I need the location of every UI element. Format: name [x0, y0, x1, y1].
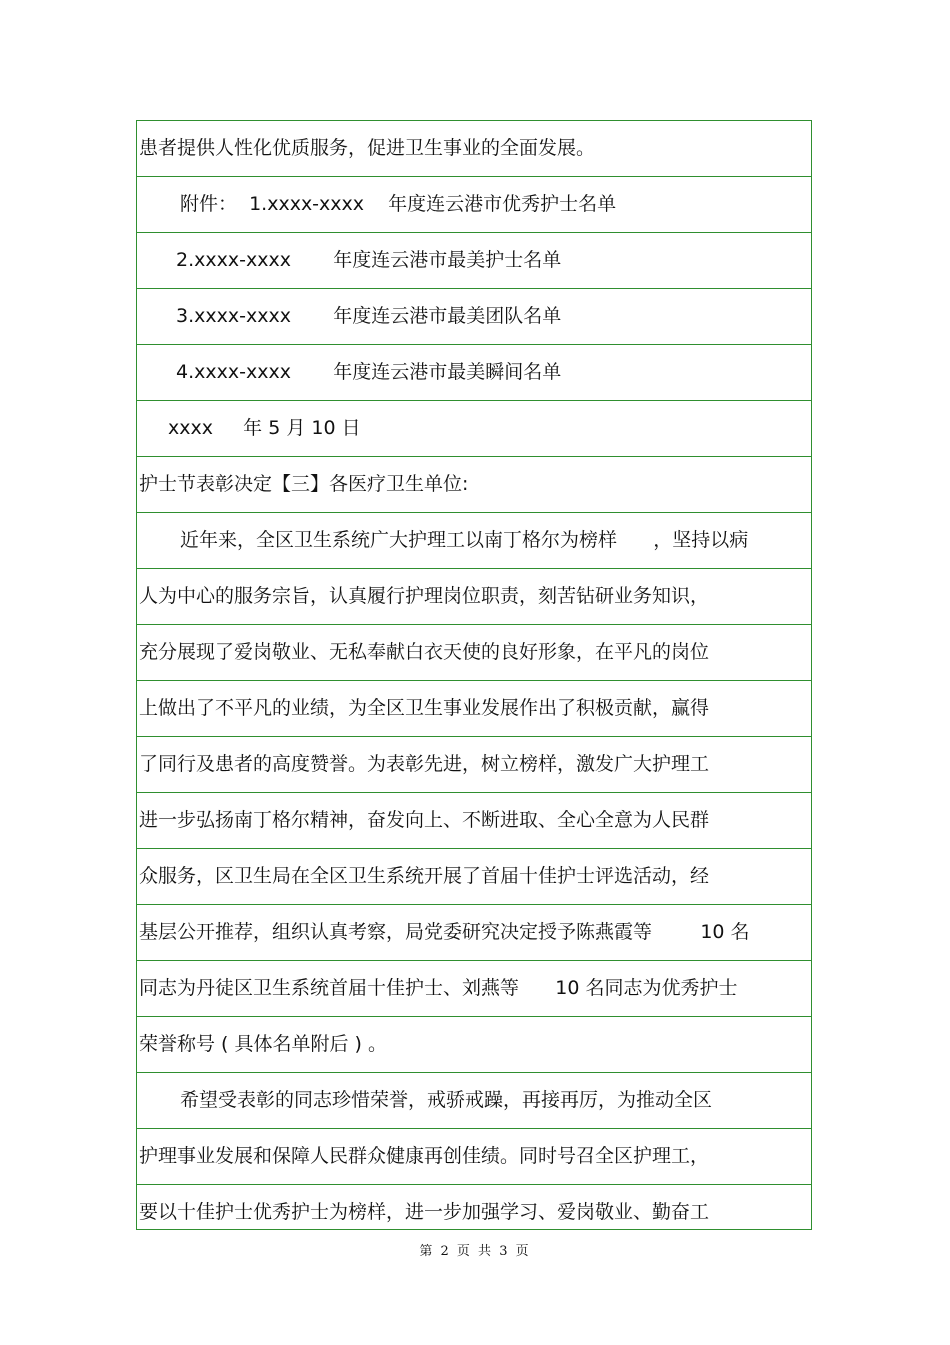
date-line: xxxx 年 5 月 10 日: [168, 417, 361, 439]
date-row: [137, 401, 811, 457]
attachment-row: [137, 345, 811, 401]
text-line: 附件： 1.xxxx-xxxx 年度连云港市优秀护士名单: [180, 193, 617, 215]
text-row: [137, 737, 811, 793]
text-line: 护理事业发展和保障人民群众健康再创佳绩。同时号召全区护理工，: [139, 1145, 710, 1167]
text-row: [137, 1129, 811, 1185]
text-row: [137, 1073, 811, 1129]
text-line: 患者提供人性化优质服务，促进卫生事业的全面发展。: [139, 137, 596, 159]
text-row: [137, 625, 811, 681]
heading-row: [137, 457, 811, 513]
text-row: [137, 961, 811, 1017]
page-footer: 第 2 页 共 3 页: [419, 1244, 531, 1259]
text-row: [137, 681, 811, 737]
text-line: 3.xxxx-xxxx 年度连云港市最美团队名单: [176, 305, 562, 327]
text-line: 人为中心的服务宗旨，认真履行护理岗位职责，刻苦钻研业务知识，: [139, 585, 710, 607]
text-row: [137, 793, 811, 849]
text-line: 4.xxxx-xxxx 年度连云港市最美瞬间名单: [176, 361, 562, 383]
attachment-row: [137, 289, 811, 345]
text-line: 众服务，区卫生局在全区卫生系统开展了首届十佳护士评选活动，经: [139, 865, 710, 887]
text-row: [137, 121, 811, 177]
text-line: 充分展现了爱岗敬业、无私奉献白衣天使的良好形象，在平凡的岗位: [139, 641, 710, 663]
attachment-row: [137, 233, 811, 289]
text-row: [137, 905, 811, 961]
text-line: 上做出了不平凡的业绩，为全区卫生事业发展作出了积极贡献，赢得: [139, 697, 710, 719]
text-line: 进一步弘扬南丁格尔精神，奋发向上、不断进取、全心全意为人民群: [139, 809, 710, 831]
text-line: 希望受表彰的同志珍惜荣誉，戒骄戒躁，再接再厉，为推动全区: [180, 1089, 713, 1111]
text-line: 同志为丹徒区卫生系统首届十佳护士、刘燕等 10 名同志为优秀护士: [139, 977, 738, 999]
text-row: [137, 513, 811, 569]
text-row: [137, 569, 811, 625]
text-line: 了同行及患者的高度赞誉。为表彰先进，树立榜样，激发广大护理工: [139, 753, 710, 775]
text-line: 近年来，全区卫生系统广大护理工以南丁格尔为榜样 ，坚持以病: [180, 529, 749, 551]
text-row: [137, 849, 811, 905]
text-line: 2.xxxx-xxxx 年度连云港市最美护士名单: [176, 249, 562, 271]
text-line: 要以十佳护士优秀护士为榜样，进一步加强学习、爱岗敬业、勤奋工: [139, 1201, 710, 1223]
attachment-row: [137, 177, 811, 233]
text-line: 基层公开推荐，组织认真考察，局党委研究决定授予陈燕霞等 10 名: [139, 921, 750, 943]
document-table: [136, 120, 812, 1230]
section-heading: 护士节表彰决定【三】各医疗卫生单位:: [139, 473, 469, 495]
text-row: [137, 1185, 811, 1231]
text-row: [137, 1017, 811, 1073]
text-line: 荣誉称号 ( 具体名单附后 ) 。: [139, 1033, 387, 1055]
